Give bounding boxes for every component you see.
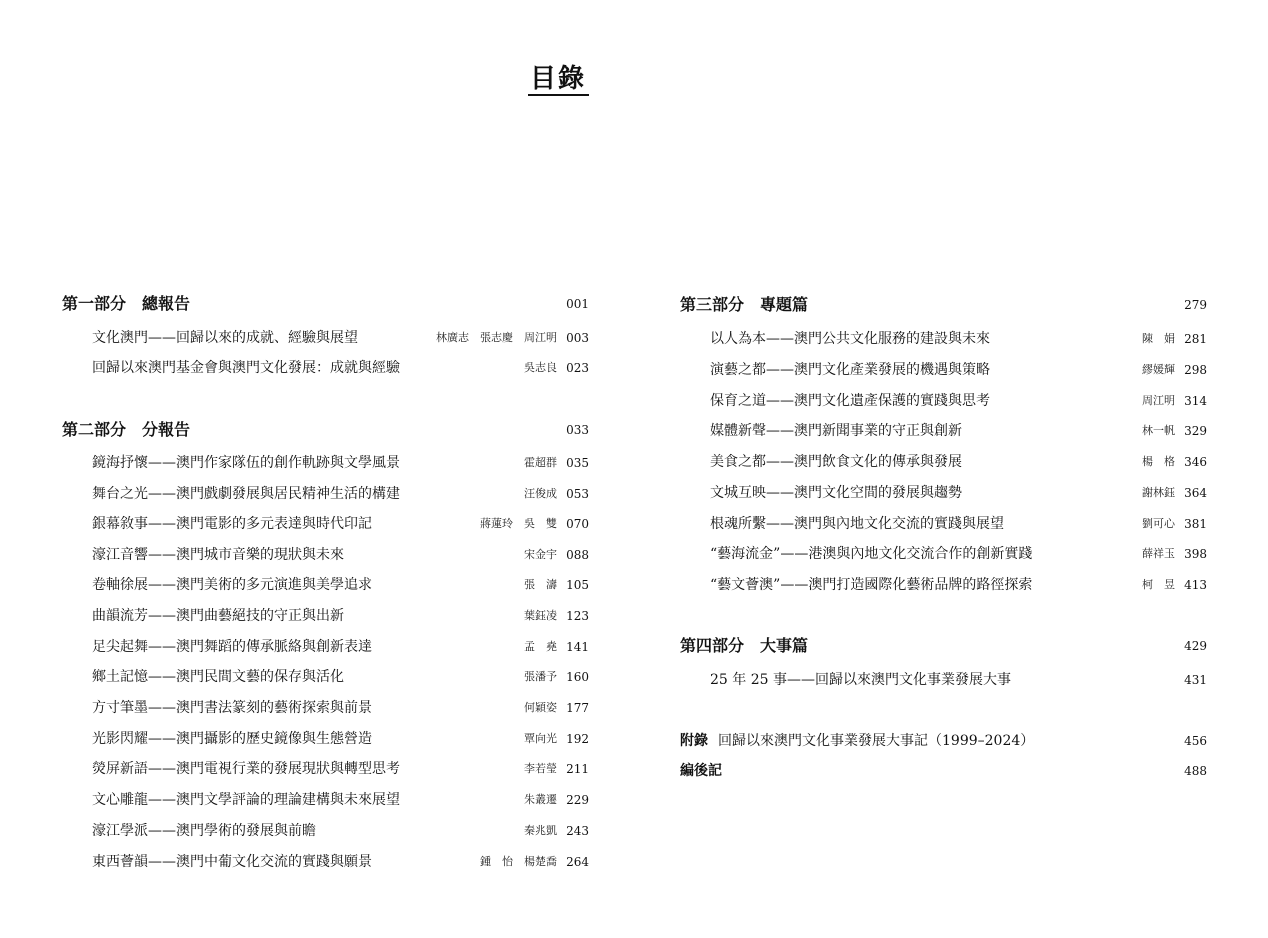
toc-entry-title: 熒屏新語——澳門電視行業的發展現狀與轉型思考 [92,761,400,777]
toc-entry-authors: 薛祥玉 [1142,547,1175,560]
page-title: 目錄 [529,64,586,94]
toc-appendix-entry [680,759,1207,783]
toc-entry-authors: 林一帆 [1142,424,1175,437]
toc-page-number: 429 [1184,639,1207,653]
toc-entry [62,635,589,659]
toc-appendix-entry [680,729,1207,753]
toc-entry-title: 演藝之都——澳門文化產業發展的機遇與策略 [710,362,990,378]
toc-entry [62,788,589,812]
toc-entry-title: 根魂所繫——澳門與內地文化交流的實踐與展望 [710,516,1004,532]
toc-entry-authors: 林廣志 張志慶 周江明 [436,331,557,344]
toc-entry-title: 光影閃耀——澳門攝影的歷史鏡像與生態營造 [92,731,372,747]
toc-entry-authors: 蔣蓮玲 吳 雙 [480,517,557,530]
title-underline [528,94,589,96]
toc-page-number: 033 [566,423,589,437]
toc-page-number: 211 [566,762,589,776]
toc-entry-authors: 柯 昱 [1142,578,1175,591]
toc-entry-title: “藝文薈澳”——澳門打造國際化藝術品牌的路徑探索 [710,577,1033,593]
toc-entry-title: 文心雕龍——澳門文學評論的理論建構與未來展望 [92,792,400,808]
toc-page-number: 314 [1184,394,1207,408]
toc-page-number: 053 [566,487,589,501]
toc-page-number: 023 [566,361,589,375]
toc-entry-title: 銀幕敘事——澳門電影的多元表達與時代印記 [92,516,372,532]
toc-entry-authors: 李若瑩 [524,762,557,775]
toc-entry [680,512,1207,536]
toc-entry [62,451,589,475]
toc-entry-title: 保育之道——澳門文化遺產保護的實踐與思考 [710,393,990,409]
toc-entry-authors: 宋金宇 [524,548,557,561]
toc-entry-authors: 繆媛輝 [1142,363,1175,376]
toc-entry [62,326,589,350]
toc-entry-title: 濠江音響——澳門城市音樂的現狀與未來 [92,547,344,563]
toc-page-number: 281 [1184,332,1207,346]
toc-page-number: 229 [566,793,589,807]
toc-entry [62,512,589,536]
toc-entry [680,668,1207,692]
toc-page-number: 088 [566,548,589,562]
toc-page-number: 329 [1184,424,1207,438]
toc-entry [680,358,1207,382]
toc-entry-authors: 張 濤 [524,578,557,591]
toc-page-number: 413 [1184,578,1207,592]
toc-page-number: 431 [1184,673,1207,687]
toc-entry-title: 足尖起舞——澳門舞蹈的傳承脈絡與創新表達 [92,639,372,655]
toc-entry [680,481,1207,505]
toc-part-heading [680,634,1207,658]
toc-entry-title: 卷軸徐展——澳門美術的多元演進與美學追求 [92,577,372,593]
toc-entry [62,727,589,751]
toc-part-heading [680,293,1207,317]
toc-entry-authors: 汪俊成 [524,487,557,500]
toc-entry [62,696,589,720]
toc-page-number: 105 [566,578,589,592]
toc-entry-authors: 楊 格 [1142,455,1175,468]
toc-entry-authors: 朱叢遷 [524,793,557,806]
toc-entry-title: 25 年 25 事——回歸以來澳門文化事業發展大事 [710,672,1011,688]
toc-page-number: 381 [1184,517,1207,531]
toc-entry-authors: 張潘予 [524,670,557,683]
toc-part-title: 第四部分 大事篇 [680,636,809,655]
toc-entry-authors: 霍超群 [524,456,557,469]
toc-entry-authors: 周江明 [1142,394,1175,407]
toc-entry-title: “藝海流金”——港澳與內地文化交流合作的創新實踐 [710,546,1033,562]
toc-entry-title: 美食之都——澳門飲食文化的傳承與發展 [710,454,962,470]
toc-part-heading [62,418,589,442]
toc-entry-authors: 鍾 怡 楊楚喬 [480,855,557,868]
toc-entry-authors: 覃向光 [524,732,557,745]
toc-entry [680,327,1207,351]
toc-entry-authors: 吳志良 [524,361,557,374]
toc-entry-authors: 陳 娟 [1142,332,1175,345]
toc-entry [62,573,589,597]
toc-entry-authors: 劉可心 [1142,517,1175,530]
toc-entry-title: 媒體新聲——澳門新聞事業的守正與創新 [710,423,962,439]
toc-page-number: 003 [566,331,589,345]
toc-page-number: 364 [1184,486,1207,500]
toc-appendix-label: 附錄 [680,733,708,749]
toc-entry [62,604,589,628]
toc-entry [680,573,1207,597]
toc-entry-title: 濠江學派——澳門學術的發展與前瞻 [92,823,316,839]
toc-entry [62,543,589,567]
toc-entry [680,419,1207,443]
toc-page-number: 346 [1184,455,1207,469]
toc-page-number: 035 [566,456,589,470]
toc-page-number: 243 [566,824,589,838]
toc-page-number: 070 [566,517,589,531]
toc-part-heading [62,292,589,316]
toc-entry-title: 回歸以來澳門基金會與澳門文化發展：成就與經驗 [92,360,400,376]
toc-page-number: 398 [1184,547,1207,561]
toc-part-title: 第二部分 分報告 [62,420,191,439]
toc-page-number: 001 [566,297,589,311]
toc-page-number: 141 [566,640,589,654]
toc-appendix-title [680,759,732,783]
toc-entry [62,819,589,843]
toc-page-number: 488 [1184,764,1207,778]
toc-page-number: 177 [566,701,589,715]
toc-entry-title: 東西薈韻——澳門中葡文化交流的實踐與願景 [92,854,372,870]
toc-entry-title: 曲韻流芳——澳門曲藝絕技的守正與出新 [92,608,344,624]
toc-part-title: 第三部分 專題篇 [680,295,809,314]
toc-entry [62,665,589,689]
toc-entry-title: 方寸筆墨——澳門書法篆刻的藝術探索與前景 [92,700,372,716]
toc-page-number: 123 [566,609,589,623]
toc-page-number: 192 [566,732,589,746]
toc-appendix-title [680,729,1034,753]
toc-page-number: 160 [566,670,589,684]
toc-page-number: 298 [1184,363,1207,377]
toc-page-number: 279 [1184,298,1207,312]
toc-entry [62,356,589,380]
toc-entry-title: 鏡海抒懷——澳門作家隊伍的創作軌跡與文學風景 [92,455,400,471]
toc-appendix-label: 編後記 [680,763,722,779]
toc-entry-authors: 何穎姿 [524,701,557,714]
toc-entry-title: 文化澳門——回歸以來的成就、經驗與展望 [92,330,358,346]
toc-part-title: 第一部分 總報告 [62,294,191,313]
toc-entry-authors: 葉鈺凌 [524,609,557,622]
toc-entry [62,482,589,506]
toc-page-number: 264 [566,855,589,869]
toc-appendix-text: 回歸以來澳門文化事業發展大事記（1999–2024） [718,733,1035,749]
toc-entry [680,542,1207,566]
toc-entry [680,450,1207,474]
toc-entry-title: 以人為本——澳門公共文化服務的建設與未來 [710,331,990,347]
toc-entry [62,757,589,781]
toc-entry [62,850,589,874]
toc-entry-title: 鄉土記憶——澳門民間文藝的保存與活化 [92,669,344,685]
toc-page-number: 456 [1184,734,1207,748]
toc-entry-title: 舞台之光——澳門戲劇發展與居民精神生活的構建 [92,486,400,502]
toc-entry-authors: 秦兆凱 [524,824,557,837]
toc-entry-authors: 孟 堯 [524,640,557,653]
toc-entry-authors: 謝林鈺 [1142,486,1175,499]
toc-entry [680,389,1207,413]
toc-entry-title: 文城互映——澳門文化空間的發展與趨勢 [710,485,962,501]
